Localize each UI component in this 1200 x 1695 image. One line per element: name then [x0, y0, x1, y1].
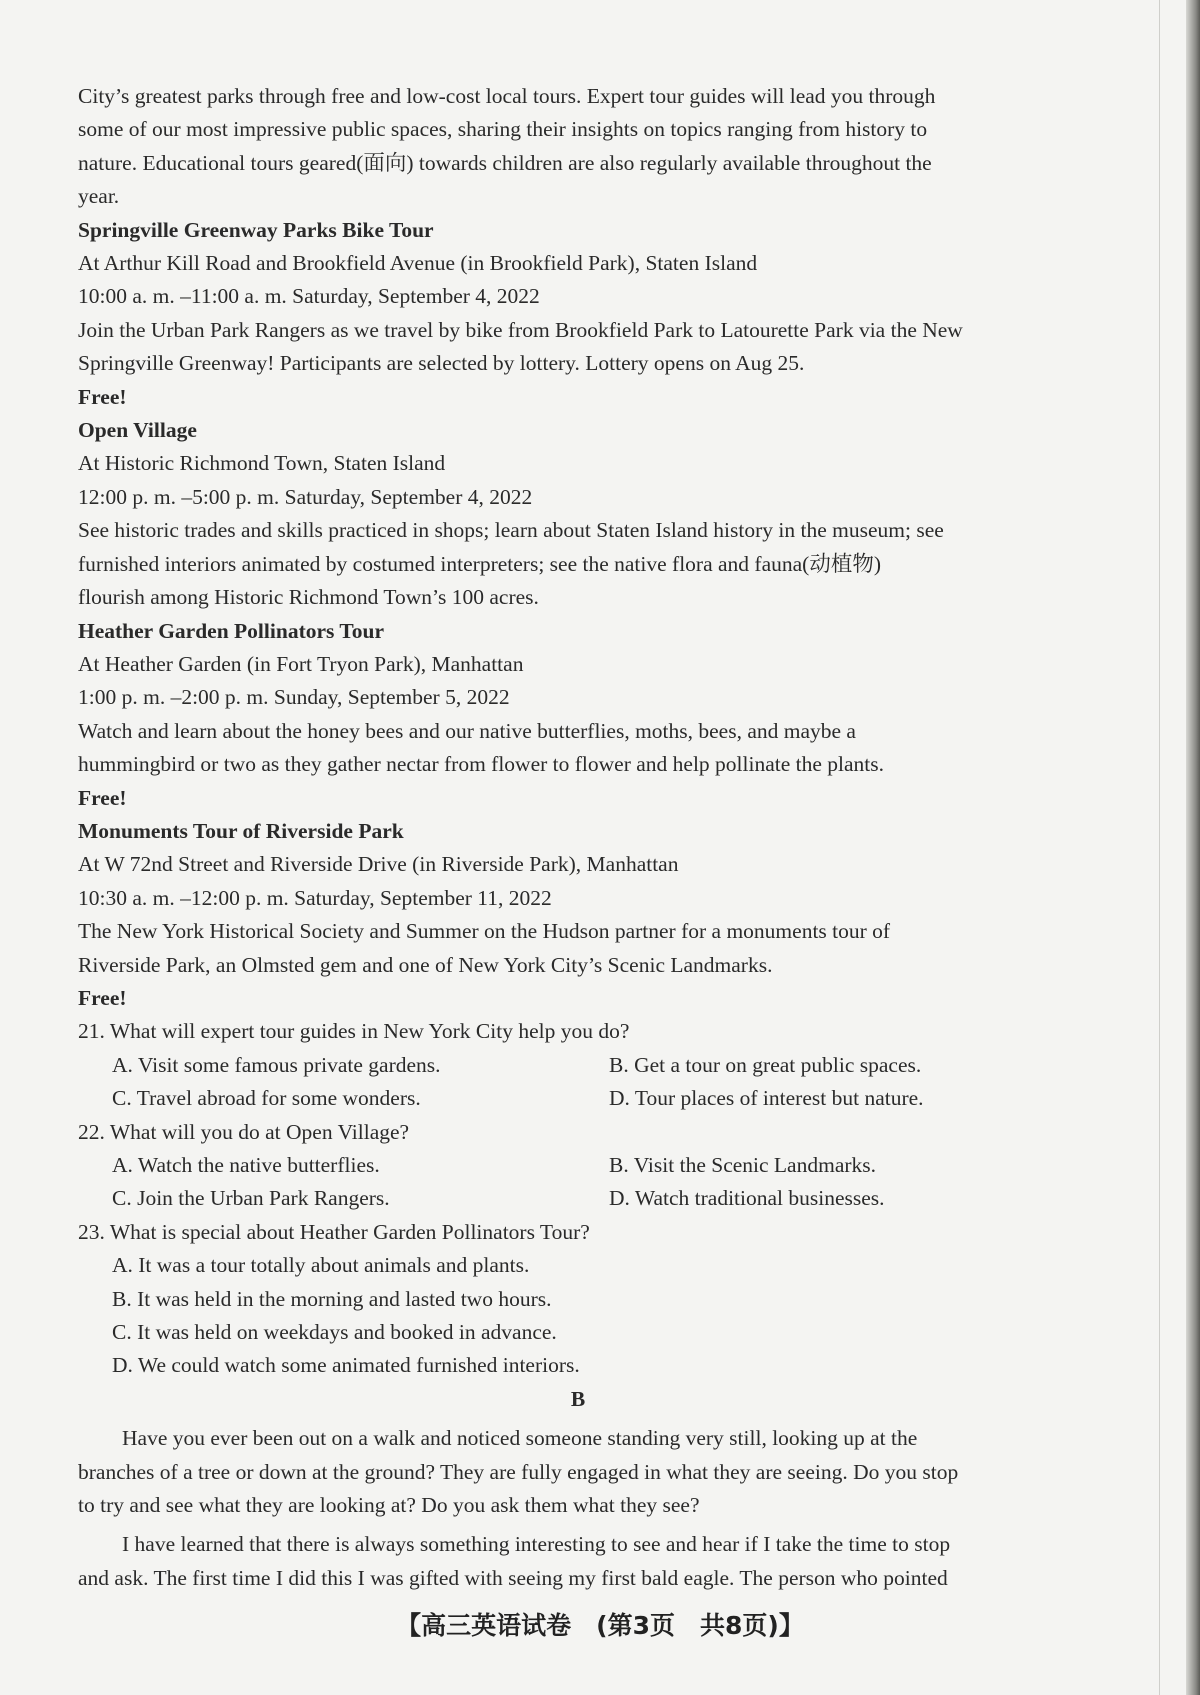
page-fold-line	[1159, 0, 1160, 1695]
passage-line: branches of a tree or down at the ground? They are fully engaged in what they are seeing. Do you stop	[78, 1459, 959, 1484]
question-options	[78, 1149, 1078, 1216]
tour-block	[78, 414, 1078, 614]
tour-title: Springville Greenway Parks Bike Tour	[78, 217, 434, 242]
tour-time: 10:30 a. m. –12:00 p. m. Saturday, September 11, 2022	[78, 885, 552, 910]
section-heading: B	[570, 1386, 586, 1411]
tour-title: Open Village	[78, 418, 197, 443]
tour-description: The New York Historical Society and Summer on the Hudson partner for a monuments tour of	[78, 919, 891, 944]
question-options	[78, 1049, 1078, 1116]
option-c: C. Travel abroad for some wonders.	[112, 1086, 421, 1111]
tour-block	[78, 615, 1078, 815]
question-stem: 21. What will expert tour guides in New York City help you do?	[78, 1019, 630, 1044]
question-stem: 22. What will you do at Open Village?	[78, 1119, 410, 1144]
passage-line: to try and see what they are looking at? Do you ask them what they see?	[78, 1493, 700, 1518]
tour-description: furnished interiors animated by costumed interpreters; see the native flora and fauna(动植物)	[78, 551, 881, 576]
option-a: A. Watch the native butterflies.	[112, 1153, 380, 1177]
tour-title: Heather Garden Pollinators Tour	[78, 618, 384, 643]
passage-line: I have learned that there is always something interesting to see and hear if I take the time to stop	[122, 1532, 951, 1557]
page-edge-shadow	[1186, 0, 1200, 1695]
option-a: A. It was a tour totally about animals and plants.	[112, 1253, 530, 1278]
intro-line: some of our most impressive public spaces, sharing their insights on topics ranging from history to	[78, 117, 928, 142]
passage-paragraph	[78, 1528, 1078, 1595]
tour-price: Free!	[78, 785, 127, 810]
tour-description: flourish among Historic Richmond Town’s 100 acres.	[78, 585, 539, 610]
question-block	[78, 1216, 1078, 1383]
intro-line: nature. Educational tours geared(面向) towards children are also regularly available throughout the	[78, 150, 932, 175]
exam-page	[78, 80, 1078, 1595]
option-a: A. Visit some famous private gardens.	[112, 1052, 441, 1077]
passage-line: and ask. The first time I did this I was gifted with seeing my first bald eagle. The person who pointed	[78, 1565, 948, 1590]
option-d: D. We could watch some animated furnished interiors.	[112, 1353, 580, 1378]
tour-time: 1:00 p. m. –2:00 p. m. Sunday, September 5, 2022	[78, 685, 510, 710]
intro-line: year.	[78, 184, 120, 209]
option-d: D. Tour places of interest but nature.	[609, 1086, 924, 1111]
tour-description: Springville Greenway! Participants are selected by lottery. Lottery opens on Aug 25.	[78, 351, 805, 376]
option-d: D. Watch traditional businesses.	[609, 1186, 885, 1211]
tour-description: Join the Urban Park Rangers as we travel by bike from Brookfield Park to Latourette Park via the New	[78, 317, 963, 342]
tour-description: Watch and learn about the honey bees and our native butterflies, moths, bees, and maybe a	[78, 718, 856, 743]
option-c: C. It was held on weekdays and booked in advance.	[112, 1320, 557, 1345]
question-options	[78, 1249, 1078, 1383]
tour-description: hummingbird or two as they gather nectar from flower to flower and help pollinate the plants.	[78, 752, 885, 777]
question-block	[78, 1015, 1078, 1115]
option-b: B. Visit the Scenic Landmarks.	[609, 1153, 877, 1177]
passage-line: Have you ever been out on a walk and noticed someone standing very still, looking up at the	[122, 1426, 918, 1451]
question-stem: 23. What is special about Heather Garden Pollinators Tour?	[78, 1219, 590, 1244]
tour-title: Monuments Tour of Riverside Park	[78, 818, 404, 843]
tour-location: At Heather Garden (in Fort Tryon Park), Manhattan	[78, 651, 524, 676]
tour-description: Riverside Park, an Olmsted gem and one of New York City’s Scenic Landmarks.	[78, 952, 773, 977]
tour-time: 12:00 p. m. –5:00 p. m. Saturday, September 4, 2022	[78, 484, 533, 509]
tour-price: Free!	[78, 985, 127, 1010]
tour-location: At Arthur Kill Road and Brookfield Avenue (in Brookfield Park), Staten Island	[78, 251, 758, 276]
option-c: C. Join the Urban Park Rangers.	[112, 1186, 390, 1211]
question-block	[78, 1116, 1078, 1216]
page-footer: 【高三英语试卷 (第3页 共8页)】	[396, 1611, 804, 1640]
tour-location: At W 72nd Street and Riverside Drive (in Riverside Park), Manhattan	[78, 852, 679, 877]
option-b: B. It was held in the morning and lasted two hours.	[112, 1286, 552, 1311]
intro-line: City’s greatest parks through free and low-cost local tours. Expert tour guides will lead you through	[78, 84, 936, 108]
tour-block	[78, 815, 1078, 1015]
tour-price: Free!	[78, 384, 127, 409]
option-b: B. Get a tour on great public spaces.	[609, 1052, 922, 1077]
tour-block	[78, 214, 1078, 414]
intro-paragraph	[78, 80, 1078, 214]
tour-time: 10:00 a. m. –11:00 a. m. Saturday, September 4, 2022	[78, 284, 540, 309]
tour-description: See historic trades and skills practiced in shops; learn about Staten Island history in the museum; see	[78, 518, 944, 543]
tour-location: At Historic Richmond Town, Staten Island	[78, 451, 446, 476]
passage-paragraph	[78, 1422, 1078, 1522]
